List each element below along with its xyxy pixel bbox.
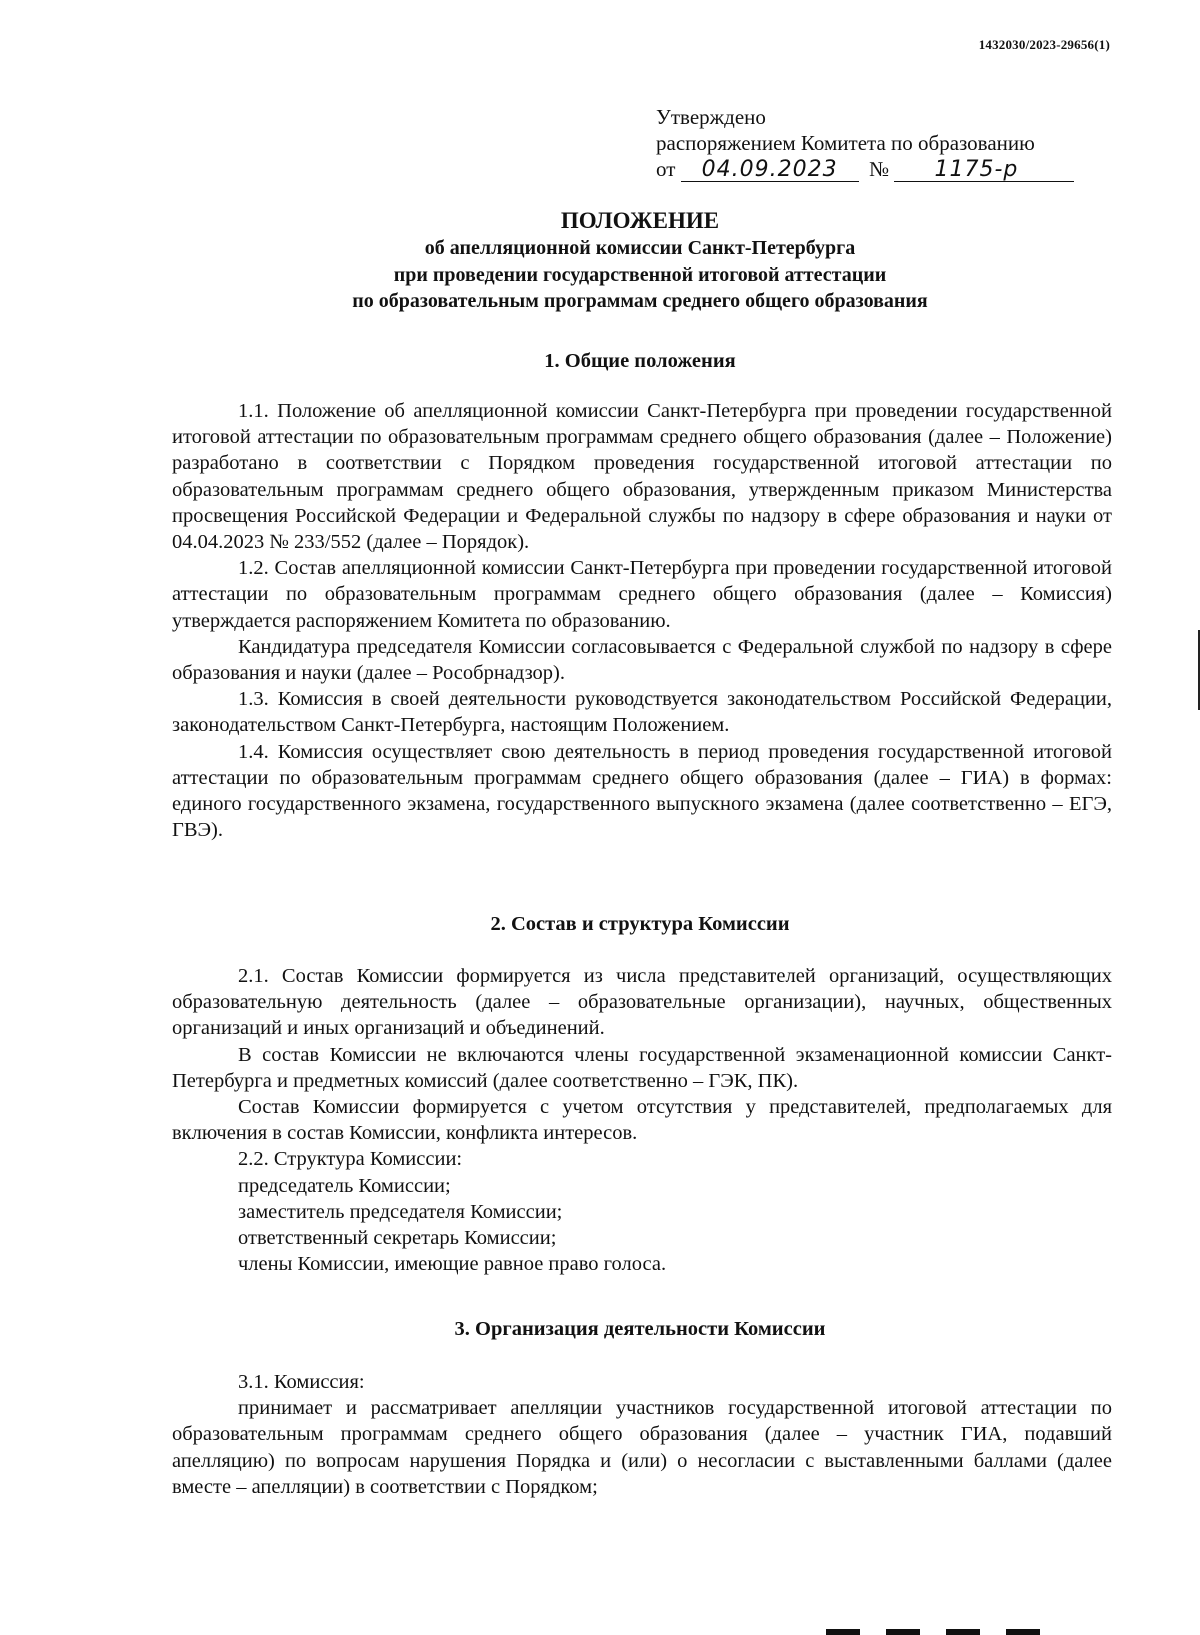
approval-label: Утверждено: [656, 105, 766, 129]
paragraph-3-1: 3.1. Комиссия:: [238, 1371, 365, 1393]
paragraph-1-2: 1.2. Состав апелляционной комиссии Санкт-Петербурга при проведении государственной итоговой аттестации по образовательным программам среднего общего образования (далее – Комиссия) утверждается распоряжением Комитета по образованию.: [172, 557, 1112, 632]
section-1-body: [172, 398, 1112, 843]
document-id: 1432030/2023-29656(1): [978, 37, 1110, 52]
section-2-title: 2. Состав и структура Комиссии: [490, 913, 790, 935]
handwritten-number: 1175-р: [894, 159, 1074, 182]
handwritten-date: 04.09.2023: [681, 159, 859, 182]
title-line-2: при проведении государственной итоговой аттестации: [393, 263, 887, 286]
paragraph-2-2: 2.2. Структура Комиссии:: [238, 1148, 463, 1171]
footer-mark: [1006, 1629, 1040, 1635]
structure-item-chair: председатель Комиссии;: [238, 1174, 451, 1197]
section-3-title: 3. Организация деятельности Комиссии: [454, 1318, 826, 1340]
approval-authority: распоряжением Комитета по образованию: [656, 131, 1035, 155]
footer-mark: [886, 1629, 920, 1635]
section-3-body: [172, 1369, 1112, 1500]
structure-item-members: члены Комиссии, имеющие равное право голоса.: [238, 1253, 667, 1276]
section-2-body: [172, 963, 1112, 1277]
title-line-1: об апелляционной комиссии Санкт-Петербурга: [424, 237, 856, 259]
date-prefix: от: [656, 157, 676, 181]
page-footer-marks: [826, 1629, 1040, 1635]
paragraph-3-1-appeals: принимает и рассматривает апелляции участников государственной итоговой аттестации по образовательным программам среднего общего образования (далее – участник ГИА, подавший апелляцию) по вопросам нарушения Порядка и (или) о несогласии с выставленными баллами (далее вместе – апелляции) в соответствии с Порядком;: [172, 1397, 1112, 1498]
section-1-title: 1. Общие положения: [544, 350, 736, 372]
paragraph-2-1-exclusion: В состав Комиссии не включаются члены государственной экзаменационной комиссии Санкт-Петербурга и предметных комиссий (далее соответственно – ГЭК, ПК).: [172, 1043, 1112, 1092]
footer-mark: [946, 1629, 980, 1635]
paragraph-1-1: 1.1. Положение об апелляционной комиссии Санкт-Петербурга при проведении государственной итоговой аттестации по образовательным программам среднего общего образования (далее – Положение) разработано в соответствии с Порядком проведения государственной итоговой аттестации по образовательным программам среднего общего образования, утвержденным приказом Министерства просвещения Российской Федерации и Федеральной службы по надзору в сфере образования и науки от 04.04.2023 № 233/552 (далее – Порядок).: [172, 400, 1112, 554]
approval-stamp: [656, 104, 1116, 182]
paragraph-2-1: 2.1. Состав Комиссии формируется из числа представителей организаций, осуществляющих образовательную деятельность (далее – образовательные организации), научных, общественных организаций и иных организаций и объединений.: [172, 965, 1112, 1040]
footer-mark: [826, 1629, 860, 1635]
approval-date-number-line: [656, 156, 1116, 182]
structure-item-deputy: заместитель председателя Комиссии;: [238, 1200, 563, 1223]
paragraph-2-1-conflict: Состав Комиссии формируется с учетом отсутствия у представителей, предполагаемых для включения в состав Комиссии, конфликта интересов.: [172, 1096, 1112, 1145]
paragraph-1-2-candidate: Кандидатура председателя Комиссии согласовывается с Федеральной службой по надзору в сфере образования и науки (далее – Рособрнадзор).: [172, 635, 1112, 685]
title-line-3: по образовательным программам среднего общего образования: [352, 290, 928, 312]
document-title: [170, 207, 1110, 315]
number-prefix: №: [869, 157, 890, 181]
structure-item-secretary: ответственный секретарь Комиссии;: [238, 1227, 557, 1250]
paragraph-1-4: 1.4. Комиссия осуществляет свою деятельность в период проведения государственной итоговой аттестации по образовательным программам среднего общего образования (далее – ГИА) в формах: единого государственного экзамена, государственного выпускного экзамена (далее соответственно – ЕГЭ, ГВЭ).: [172, 740, 1112, 842]
paragraph-1-3: 1.3. Комиссия в своей деятельности руководствуется законодательством Российской Федерации, законодательством Санкт-Петербурга, настоящим Положением.: [172, 688, 1112, 737]
title-main: ПОЛОЖЕНИЕ: [560, 208, 720, 233]
